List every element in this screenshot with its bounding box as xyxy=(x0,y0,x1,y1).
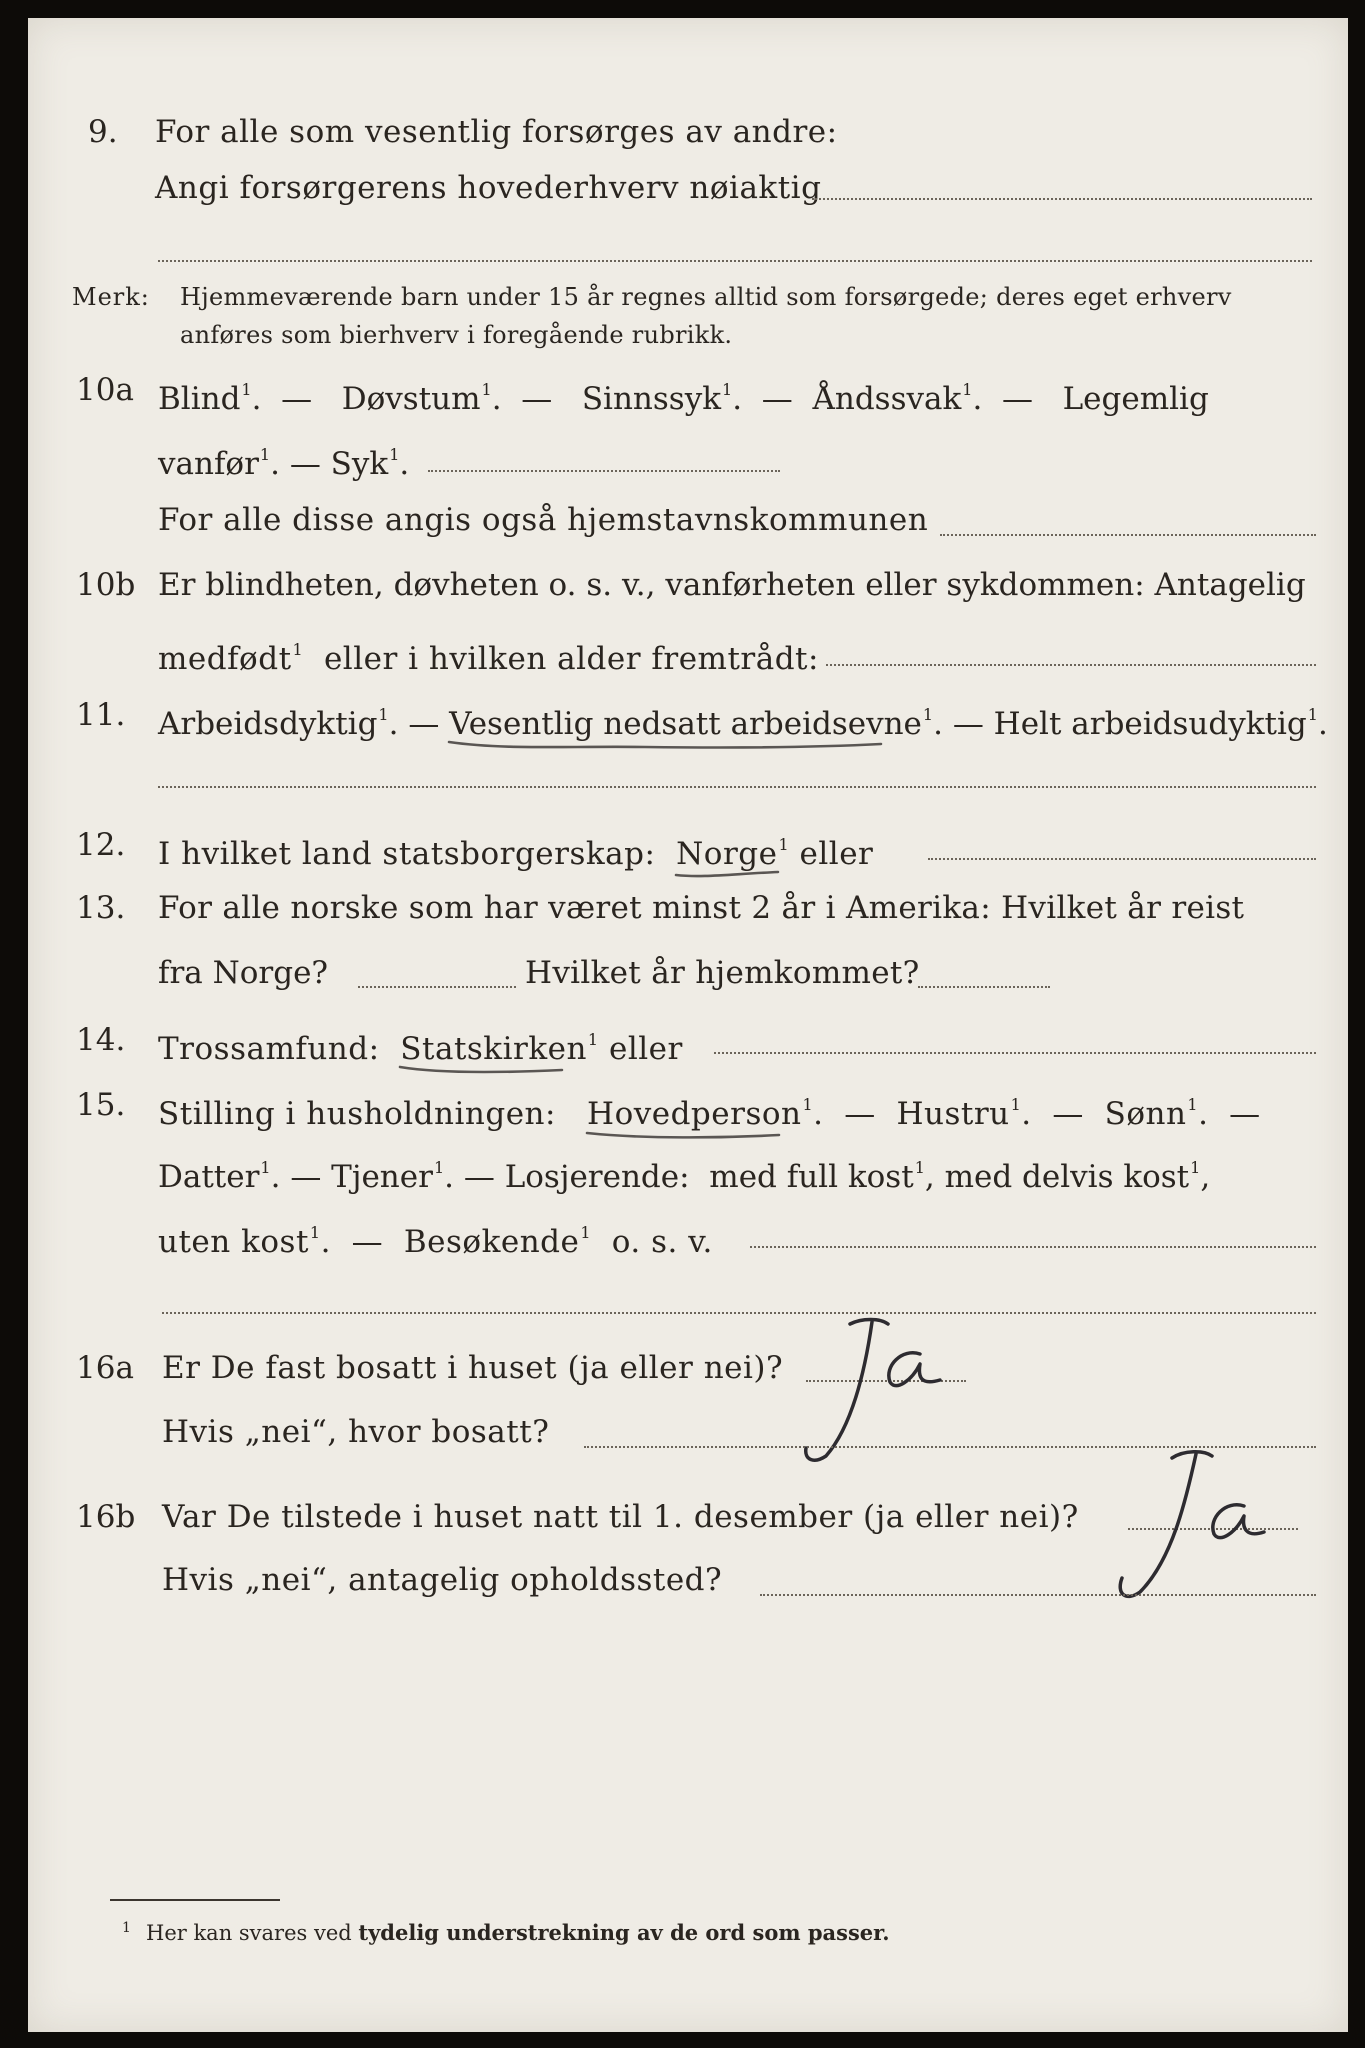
footnote-divider xyxy=(110,1899,280,1901)
question-11-number: 11. xyxy=(76,697,126,733)
question-10a-line2: vanfør$^1$. — Syk$^1$. xyxy=(158,445,410,482)
footnote-ref: 1 xyxy=(259,445,271,464)
option-norge-underlined[interactable] xyxy=(676,832,777,876)
question-9-number: 9. xyxy=(88,114,118,150)
option-statskirken: Statskirken xyxy=(400,1031,587,1067)
handwritten-underline xyxy=(396,1061,566,1077)
answer-line-9b[interactable] xyxy=(158,260,1312,262)
option-vesentlig-nedsatt-underlined[interactable] xyxy=(449,702,922,746)
footnote-ref: 1 xyxy=(378,705,389,724)
question-14-text: Trossamfund: xyxy=(158,1031,380,1067)
option-losjerende: Losjerende: xyxy=(504,1159,690,1195)
footnote-ref: 1 xyxy=(587,1030,599,1049)
question-9-subtext: Angi forsørgerens hovederhverv nøiaktig xyxy=(155,170,822,206)
question-12-eller: eller xyxy=(799,836,874,872)
option-arbeidsdyktig[interactable]: Arbeidsdyktig xyxy=(158,706,378,742)
question-14-number: 14. xyxy=(76,1022,126,1058)
question-13-hjemkommet: Hvilket år hjemkommet? xyxy=(525,955,920,991)
question-15-osv: o. s. v. xyxy=(611,1224,713,1260)
option-syk[interactable]: Syk xyxy=(330,446,389,482)
answer-line-9a[interactable] xyxy=(812,198,1312,200)
question-10a-options: Blind$^1$. — Døvstum$^1$. — Sinnssyk$^1$. — Åndssvak$^1$. — Legemlig xyxy=(158,380,1209,417)
question-16a-line2: Hvis „nei“, hvor bosatt? xyxy=(162,1414,550,1450)
question-11-options: Arbeidsdyktig$^1$. — Vesentlig nedsatt arbeidsevne $^1$. — Helt arbeidsudyktig$^1$. xyxy=(158,693,1328,737)
question-15-number: 15. xyxy=(76,1087,126,1123)
question-13-line1: For alle norske som har været minst 2 år i Amerika: Hvilket år reist xyxy=(158,890,1245,926)
answer-line-11[interactable] xyxy=(158,786,1316,788)
merk-text-line1: Hjemmeværende barn under 15 år regnes alltid som forsørgede; deres eget erhverv xyxy=(180,283,1232,311)
question-16b-line2: Hvis „nei“, antagelig opholdssted? xyxy=(162,1562,723,1598)
option-hovedperson: Hovedperson xyxy=(587,1096,802,1132)
question-15-line2: Datter$^1$. — Tjener$^1$. — Losjerende: med full kost$^1$, med delvis kost$^1$, xyxy=(158,1158,1211,1195)
option-delvis-kost[interactable]: med delvis kost xyxy=(944,1159,1190,1195)
footnote-marker: 1 xyxy=(122,1920,131,1936)
answer-line-10a-syk[interactable] xyxy=(428,470,780,472)
question-12-line xyxy=(158,823,874,872)
option-sonn[interactable]: Sønn xyxy=(1104,1096,1187,1132)
answer-line-13-reist[interactable] xyxy=(358,986,516,988)
handwritten-ja-16b xyxy=(1068,1438,1288,1608)
handwritten-underline xyxy=(672,866,782,882)
handwritten-underline xyxy=(583,1126,783,1142)
option-legemlig[interactable]: Legemlig xyxy=(1062,381,1209,417)
option-statskirken-underlined[interactable] xyxy=(400,1027,587,1071)
question-10a-number: 10a xyxy=(76,372,134,408)
footnote-plain: Her kan svares ved xyxy=(146,1921,352,1945)
question-12-text: I hvilket land statsborgerskap: xyxy=(158,836,656,872)
option-tjener[interactable]: Tjener xyxy=(331,1159,433,1195)
answer-line-10a-kommune[interactable] xyxy=(940,534,1316,536)
option-uten-kost[interactable]: uten kost xyxy=(158,1224,309,1260)
footnote-ref: 1 xyxy=(260,1158,271,1177)
footnote-ref: 1 xyxy=(481,380,492,399)
merk-text-line2: anføres som bierhverv i foregående rubrikk. xyxy=(180,321,733,349)
question-13-fra-norge: fra Norge? xyxy=(158,955,329,991)
option-norge: Norge xyxy=(676,836,778,872)
option-helt-arbeidsudyktig[interactable]: Helt arbeidsudyktig xyxy=(993,706,1307,742)
answer-line-12[interactable] xyxy=(928,858,1316,860)
question-13-number: 13. xyxy=(76,890,126,926)
option-sinnssyk[interactable]: Sinnssyk xyxy=(581,381,722,417)
question-16b-text: Var De tilstede i huset natt til 1. desember (ja eller nei)? xyxy=(162,1499,1079,1535)
footnote-ref: 1 xyxy=(922,705,934,724)
footnote-ref: 1 xyxy=(309,1223,321,1242)
question-10b-number: 10b xyxy=(76,567,136,603)
footnote-ref: 1 xyxy=(722,380,733,399)
answer-line-15a[interactable] xyxy=(750,1246,1316,1248)
answer-line-14[interactable] xyxy=(714,1052,1316,1054)
answer-line-13-hjemkommet[interactable] xyxy=(918,986,1050,988)
footnote-ref: 1 xyxy=(962,380,973,399)
handwritten-underline xyxy=(445,736,885,752)
question-12-number: 12. xyxy=(76,827,126,863)
question-14-eller: eller xyxy=(608,1031,683,1067)
footnote-ref: 1 xyxy=(241,380,252,399)
footnote-bold: tydelig understrekning av de ord som passer. xyxy=(358,1920,890,1945)
footnote-ref: 1 xyxy=(1307,705,1318,724)
question-15-line1: Stilling i husholdningen: Hovedperson $^1$. — Hustru$^1$. — Sønn$^1$. — xyxy=(158,1083,1261,1127)
option-medfodt[interactable]: medfødt xyxy=(158,641,292,677)
option-datter[interactable]: Datter xyxy=(158,1159,260,1195)
question-15-line3: uten kost$^1$. — Besøkende$^1$ o. s. v. xyxy=(158,1223,713,1260)
handwritten-ja-16a xyxy=(770,1314,970,1474)
footnote-ref: 1 xyxy=(1187,1095,1199,1114)
option-besokende[interactable]: Besøkende xyxy=(403,1224,580,1260)
question-10b-line2-rest: eller i hvilken alder fremtrådt: xyxy=(323,641,819,677)
question-10a-line3: For alle disse angis også hjemstavnskommunen xyxy=(158,502,929,538)
question-14-line xyxy=(158,1018,683,1067)
option-hovedperson-underlined[interactable] xyxy=(587,1092,801,1136)
footnote-ref: 1 xyxy=(292,640,304,659)
handwritten-answer-16a[interactable] xyxy=(770,1314,970,1478)
answer-line-10b[interactable] xyxy=(826,664,1316,666)
handwritten-answer-16b[interactable] xyxy=(1068,1438,1288,1612)
option-vesentlig-nedsatt: Vesentlig nedsatt arbeidsevne xyxy=(449,706,922,742)
footnote-ref: 1 xyxy=(1190,1158,1201,1177)
option-vanfor[interactable]: vanfør xyxy=(158,446,259,482)
option-full-kost[interactable]: med full kost xyxy=(709,1159,914,1195)
option-dovstum[interactable]: Døvstum xyxy=(341,381,481,417)
question-16b-number: 16b xyxy=(76,1499,136,1535)
footnote-ref: 1 xyxy=(389,445,400,464)
question-16a-number: 16a xyxy=(76,1350,134,1386)
option-andssvak[interactable]: Åndssvak xyxy=(812,381,962,417)
census-form-page xyxy=(28,18,1348,2032)
footnote-ref: 1 xyxy=(580,1223,592,1242)
option-blind[interactable]: Blind xyxy=(158,381,241,417)
question-10b-line1: Er blindheten, døvheten o. s. v., vanførheten eller sykdommen: Antagelig xyxy=(158,567,1306,603)
footnote-ref: 1 xyxy=(1010,1095,1022,1114)
option-hustru[interactable]: Hustru xyxy=(896,1096,1010,1132)
question-9-text: For alle som vesentlig forsørges av andre: xyxy=(155,114,838,150)
question-15-text: Stilling i husholdningen: xyxy=(158,1096,556,1132)
footnote-ref: 1 xyxy=(778,835,790,854)
footnote-ref: 1 xyxy=(433,1158,445,1177)
question-16a-text: Er De fast bosatt i huset (ja eller nei)? xyxy=(162,1350,784,1386)
merk-label: Merk: xyxy=(72,283,150,311)
footnote-text xyxy=(146,1920,890,1945)
answer-line-16b-opholdssted[interactable] xyxy=(760,1594,1316,1596)
footnote-ref: 1 xyxy=(914,1158,925,1177)
footnote-ref: 1 xyxy=(802,1095,814,1114)
answer-line-15b[interactable] xyxy=(162,1312,1316,1314)
question-10b-line2 xyxy=(158,628,819,677)
